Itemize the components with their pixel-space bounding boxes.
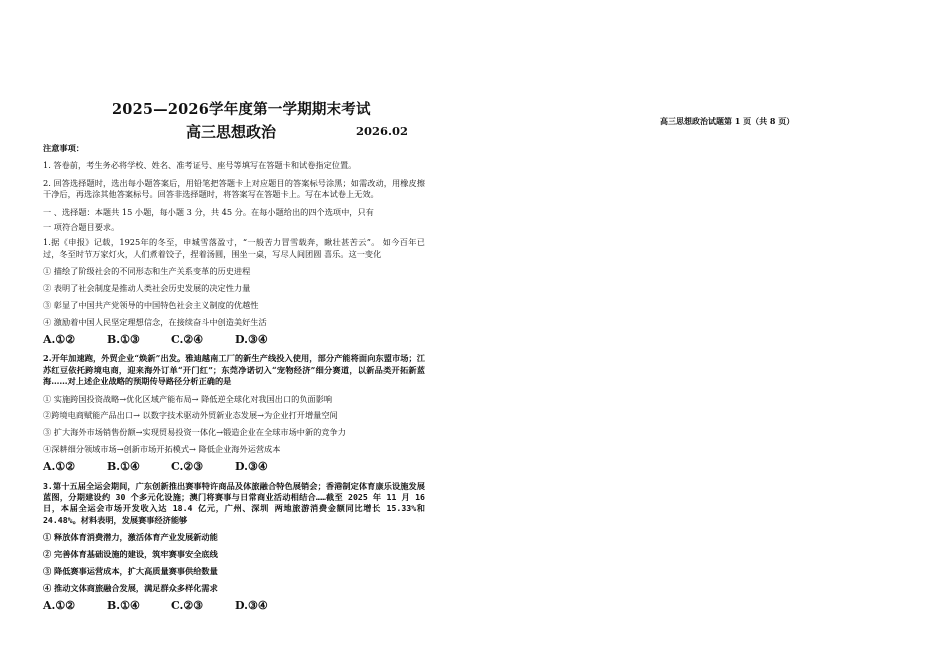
question-3-option-4: ④ 推动文体商旅融合发展，满足群众多样化需求 bbox=[43, 582, 218, 593]
question-2-option-4: ④深耕细分领域市场→创新市场开拓模式→ 降低企业海外运营成本 bbox=[43, 444, 281, 455]
question-2-option-3: ③ 扩大海外市场销售份额→实现贸易投资一体化→锻造企业在全球市场中新的竞争力 bbox=[43, 427, 346, 438]
subject-title: 高三思想政治 bbox=[186, 123, 277, 141]
question-3-choices bbox=[43, 600, 425, 611]
question-1-choices bbox=[43, 334, 425, 345]
question-3-option-2: ② 完善体育基础设施的建设，筑牢赛事安全底线 bbox=[43, 549, 218, 560]
section-instructions bbox=[43, 207, 425, 234]
question-3-choice-b: B.①④ bbox=[107, 598, 140, 612]
question-1 bbox=[43, 237, 425, 345]
exam-title: 2025—2026学年度第一学期期末考试 bbox=[112, 101, 371, 118]
question-1-option-4: ④ 激励着中国人民坚定理想信念，在接续奋斗中创造美好生活 bbox=[43, 316, 267, 327]
question-2-choice-c: C.②③ bbox=[171, 460, 204, 474]
question-1-option-1: ① 描绘了阶级社会的不同形态和生产关系变革的历史进程 bbox=[43, 266, 251, 277]
question-2-option-2: ②跨境电商赋能产品出口→ 以数字技术驱动外贸新业态发展→为企业打开增量空间 bbox=[43, 410, 338, 421]
question-1-stem: 1.据《申报》记载，1925年的冬至，申城雪落盈寸，“一般苦力冒雪载奔，瞅壮甚苦云”。 如今百年已过，冬至时节万家灯火，人们煮着饺子，捏着汤圆，围坐一桌，写尽人间团圆 喜乐。这一变化 bbox=[43, 237, 425, 259]
question-1-option-2: ② 表明了社会制度是推动人类社会历史发展的决定性力量 bbox=[43, 283, 251, 294]
question-3-choice-a: A.①② bbox=[43, 598, 76, 612]
question-3-option-3: ③ 降低赛事运营成本，扩大高质量赛事供给数量 bbox=[43, 565, 218, 576]
question-1-choice-c: C.②④ bbox=[171, 332, 204, 346]
question-3-choice-c: C.②③ bbox=[171, 598, 204, 612]
question-3 bbox=[43, 481, 425, 612]
section-line-1: 一 、选择题：本题共 15 小题，每小题 3 分，共 45 分。在每小题给出的四个选项中，只有 bbox=[43, 206, 374, 217]
question-3-stem: 3.第十五届全运会期间，广东创新推出赛事特许商品及体旅融合特色展销会；香港制定体育康乐设施发展蓝图，分期建设约 30 个多元化设施；澳门将赛事与日常商业活动相结合……截至 2025 年 11 月 16 日，本届全运会市场开发收入达 18.4 亿元，广州、深圳 两地旅游消费金额同比增长 15.33%和 24.48%。材料表明，发展赛事经济能够 bbox=[43, 480, 425, 525]
question-2-choice-a: A.①② bbox=[43, 460, 76, 474]
question-1-option-3: ③ 彰显了中国共产党领导的中国特色社会主义制度的优越性 bbox=[43, 300, 259, 311]
notice-item-2: 2. 回答选择题时，选出每小题答案后，用铅笔把答题卡上对应题目的答案标号涂黑；如需改动，用橡皮擦干净后，再选涂其他答案标号。回答非选择题时，将答案写在答题卡上。写在本试卷上无效。 bbox=[43, 177, 425, 200]
question-1-choice-d: D.③④ bbox=[235, 332, 268, 346]
question-2-option-1: ① 实施跨国投资战略→优化区域产能布局→ 降低逆全球化对我国出口的负面影响 bbox=[43, 393, 333, 404]
question-2-choice-d: D.③④ bbox=[235, 460, 268, 474]
page-number-info: 高三思想政治试题第 1 页（共 8 页） bbox=[660, 116, 795, 126]
question-1-choice-a: A.①② bbox=[43, 332, 76, 346]
notice-heading: 注意事项： bbox=[43, 143, 84, 153]
section-line-2: 一 项符合题目要求。 bbox=[43, 222, 120, 233]
question-3-choice-d: D.③④ bbox=[235, 598, 268, 612]
question-2 bbox=[43, 353, 425, 472]
question-3-option-1: ① 释放体育消费潜力，激活体育产业发展新动能 bbox=[43, 532, 218, 543]
notice-item-1: 1. 答卷前，考生务必将学校、姓名、准考证号、座号等填写在答题卡和试卷指定位置。 bbox=[43, 160, 357, 171]
exam-date: 2026.02 bbox=[356, 124, 409, 138]
question-1-choice-b: B.①③ bbox=[107, 332, 140, 346]
question-2-choices bbox=[43, 461, 425, 472]
left-column bbox=[43, 143, 425, 619]
question-2-choice-b: B.①④ bbox=[107, 460, 140, 474]
question-2-stem: 2.开年加速跑，外贸企业“焕新”出发。雅迪越南工厂的新生产线投入使用，部分产能将面向东盟市场；江苏红豆依托跨境电商，迎来海外订单“开门红”；东莞净诺切入“宠物经济”细分赛道，以新品类开拓新蓝海……对上述企业战略的预期传导路径分析正确的是 bbox=[43, 353, 425, 387]
